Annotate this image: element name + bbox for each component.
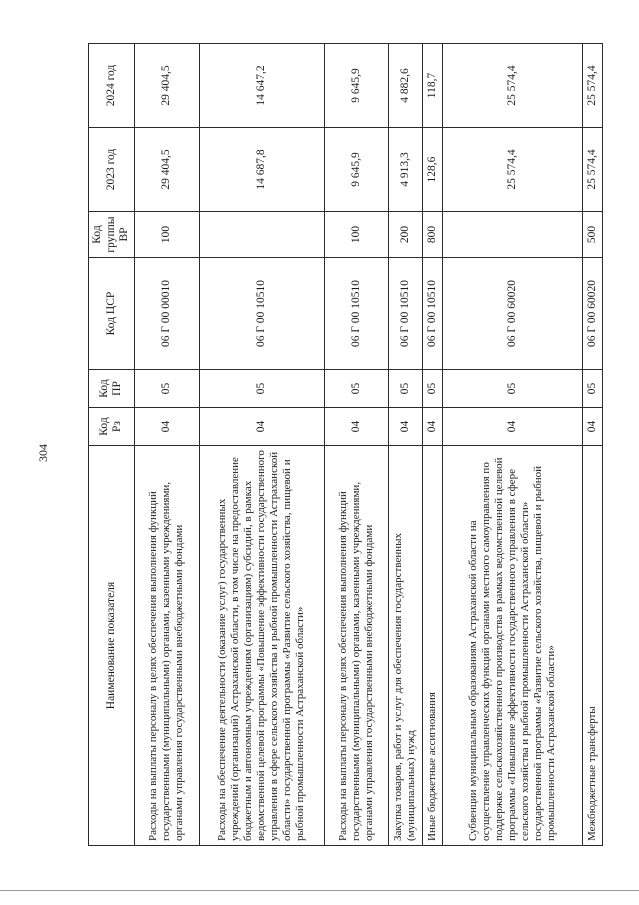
page-bottom-rule: [0, 890, 639, 891]
row-csr: 06 Г 00 60020: [443, 258, 583, 370]
header-2024: 2024 год: [89, 44, 135, 128]
row-rz: 04: [200, 408, 324, 446]
row-pr: 05: [422, 370, 442, 408]
row-vr: 200: [388, 212, 422, 258]
row-vr: 800: [422, 212, 442, 258]
table-row: [422, 44, 442, 846]
table-row: [582, 44, 602, 846]
row-csr: 06 Г 00 00010: [134, 258, 199, 370]
table-row: [324, 44, 388, 846]
row-2024: 25 574,4: [582, 44, 602, 128]
row-rz: 04: [422, 408, 442, 446]
row-name: Межбюджетные трансферты: [582, 446, 602, 846]
table-row: [134, 44, 199, 846]
row-rz: 04: [324, 408, 388, 446]
row-rz: 04: [582, 408, 602, 446]
table-header-row: [89, 44, 135, 846]
row-name: Субвенции муниципальным образованиям Астраханской области на осуществление управленческих функций органами местного самоуправления по поддержке сельскохозяйственного производства в рамках ведомственной целевой программы «Повышение эффективности государственного управления в сфере сельского хозяйства и рыбной промышленности Астраханской области» государственной программы «Развитие сельского хозяйства, пищевой и рыбной промышленности Астраханской области»: [443, 446, 583, 846]
row-csr: 06 Г 00 60020: [582, 258, 602, 370]
row-2024: 25 574,4: [443, 44, 583, 128]
row-2023: 9 645,9: [324, 128, 388, 212]
header-2023: 2023 год: [89, 128, 135, 212]
header-pr: Код ПР: [89, 370, 135, 408]
header-name: Наименование показателя: [89, 446, 135, 846]
row-rz: 04: [443, 408, 583, 446]
row-name: Расходы на обеспечение деятельности (оказание услуг) государственных учреждений (организаций) Астраханской области, в том числе на предоставление бюджетным и автономным учреждениям (организациям) субсидий, в рамках ведомственной целевой программы «Повышение эффективности государственного управления в сфере сельского хозяйства и рыбной промышленности Астраханской области» государственной программы «Развитие сельского хозяйства, пищевой и рыбной промышленности Астраханской области»: [200, 446, 324, 846]
row-name: Закупка товаров, работ и услуг для обеспечения государственных (муниципальных) нужд: [388, 446, 422, 846]
row-vr: [200, 212, 324, 258]
row-pr: 05: [443, 370, 583, 408]
header-vr: Код группы ВР: [89, 212, 135, 258]
row-pr: 05: [200, 370, 324, 408]
row-csr: 06 Г 00 10510: [422, 258, 442, 370]
row-csr: 06 Г 00 10510: [200, 258, 324, 370]
row-pr: 05: [324, 370, 388, 408]
row-pr: 05: [134, 370, 199, 408]
row-rz: 04: [388, 408, 422, 446]
row-name: Расходы на выплаты персоналу в целях обеспечения выполнения функций государственными (муниципальными) органами, казенными учреждениями, органами управления государственными внебюджетными фондами: [134, 446, 199, 846]
row-2023: 14 687,8: [200, 128, 324, 212]
table-row: [443, 44, 583, 846]
row-2024: 9 645,9: [324, 44, 388, 128]
row-vr: 500: [582, 212, 602, 258]
row-2023: 4 913,3: [388, 128, 422, 212]
rotated-table-container: [88, 44, 603, 846]
row-pr: 05: [582, 370, 602, 408]
row-csr: 06 Г 00 10510: [324, 258, 388, 370]
row-vr: 100: [134, 212, 199, 258]
row-2024: 29 404,5: [134, 44, 199, 128]
row-csr: 06 Г 00 10510: [388, 258, 422, 370]
row-2024: 118,7: [422, 44, 442, 128]
row-2023: 29 404,5: [134, 128, 199, 212]
row-pr: 05: [388, 370, 422, 408]
row-2024: 14 647,2: [200, 44, 324, 128]
table-row: [388, 44, 422, 846]
row-rz: 04: [134, 408, 199, 446]
row-vr: 100: [324, 212, 388, 258]
row-2024: 4 882,6: [388, 44, 422, 128]
row-2023: 128,6: [422, 128, 442, 212]
row-vr: [443, 212, 583, 258]
row-name: Иные бюджетные ассигнования: [422, 446, 442, 846]
budget-table: [88, 43, 603, 846]
row-name: Расходы на выплаты персоналу в целях обеспечения выполнения функций государственными (муниципальными) органами, казенными учреждениями, органами управления государственными внебюджетными фондами: [324, 446, 388, 846]
header-rz: Код Рз: [89, 408, 135, 446]
row-2023: 25 574,4: [582, 128, 602, 212]
row-2023: 25 574,4: [443, 128, 583, 212]
table-row: [200, 44, 324, 846]
page-number: 304: [36, 444, 50, 462]
header-csr: Код ЦСР: [89, 258, 135, 370]
